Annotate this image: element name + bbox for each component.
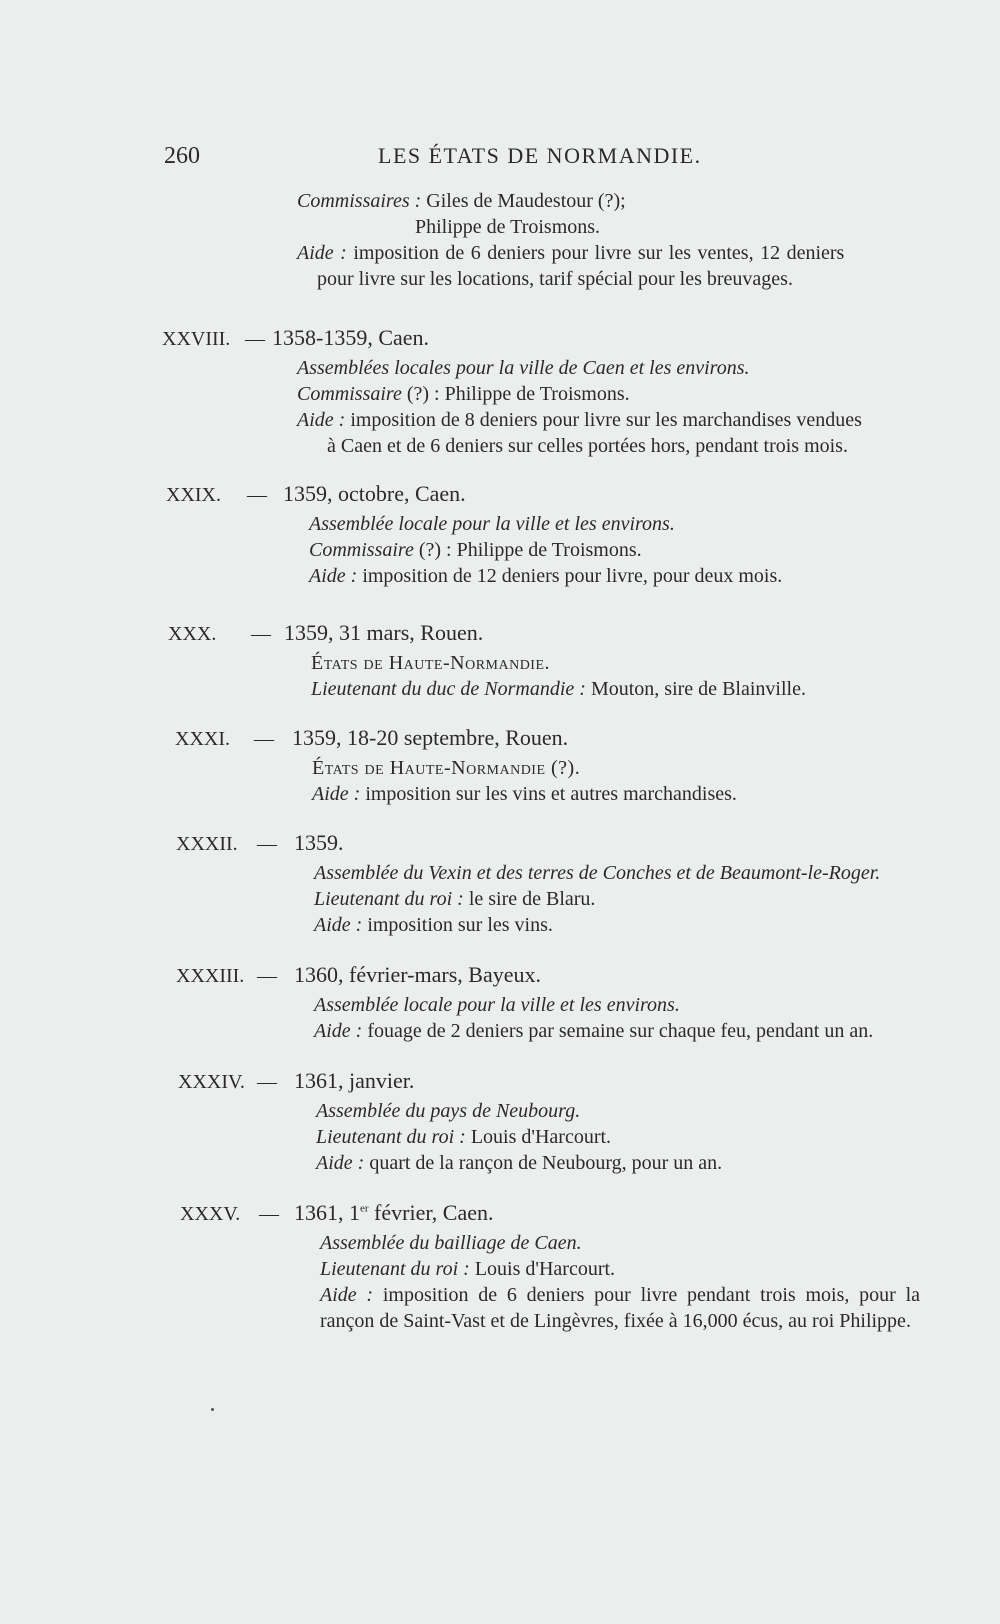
entry-number: XXXIII.: [176, 965, 245, 987]
entry-number: XXIX.: [166, 484, 221, 506]
aide-line: Aide : imposition de 12 deniers pour livre, pour deux mois.: [309, 565, 783, 587]
aide-continuation: pour livre sur les locations, tarif spécial pour les breuvages.: [317, 268, 793, 290]
entry-number: XXXIV.: [178, 1071, 245, 1093]
entry-number: XXXII.: [176, 833, 238, 855]
lieutenant-line: Lieutenant du duc de Normandie : Mouton, sire de Blainville.: [311, 678, 806, 700]
assembly-line: Assemblée du bailliage de Caen.: [320, 1232, 582, 1254]
entry-dash: —: [254, 728, 274, 750]
entry-dash: —: [251, 623, 271, 645]
commissaires-line: Commissaires : Giles de Maudestour (?);: [297, 190, 626, 212]
aide-line: Aide : quart de la rançon de Neubourg, pour un an.: [316, 1152, 723, 1174]
commissaire-line: Commissaire (?) : Philippe de Troismons.: [309, 539, 642, 561]
entry-number: XXXI.: [175, 728, 230, 750]
entry-dash: —: [257, 833, 277, 855]
entry-date: 1359, 18-20 septembre, Rouen.: [292, 725, 569, 750]
assembly-line: Assemblée locale pour la ville et les environs.: [314, 994, 680, 1016]
assembly-line: Assemblée du pays de Neubourg.: [316, 1100, 581, 1122]
entry-date: 1359, octobre, Caen.: [283, 481, 466, 506]
lieutenant-line: Lieutenant du roi : Louis d'Harcourt.: [316, 1126, 612, 1148]
entry-dash: —: [257, 1071, 277, 1093]
aide-line: Aide : imposition sur les vins.: [314, 914, 553, 936]
aide-line: Aide : imposition de 6 deniers pour livre sur les ventes, 12 deniers: [297, 242, 845, 264]
assembly-line: États de Haute-Normandie (?).: [312, 757, 581, 779]
commissaire-continuation: Philippe de Troismons.: [415, 216, 601, 238]
entry-date: 1358-1359, Caen.: [272, 325, 430, 350]
assembly-line: Assemblée locale pour la ville et les environs.: [309, 513, 675, 535]
entry-date: 1359.: [294, 830, 344, 855]
entry-dash: —: [259, 1203, 279, 1225]
aide-line: Aide : imposition de 8 deniers pour livre sur les marchandises vendues: [297, 409, 862, 431]
commissaire-line: Commissaire (?) : Philippe de Troismons.: [297, 383, 630, 405]
entry-number: XXVIII.: [162, 328, 231, 350]
assembly-line: États de Haute-Normandie.: [311, 652, 551, 674]
lieutenant-line: Lieutenant du roi : Louis d'Harcourt.: [320, 1258, 616, 1280]
entry-date: 1359, 31 mars, Rouen.: [284, 620, 484, 645]
entry-date: 1361, 1er février, Caen.: [294, 1200, 494, 1225]
aide-continuation: à Caen et de 6 deniers sur celles portées hors, pendant trois mois.: [327, 435, 848, 457]
assembly-line: Assemblées locales pour la ville de Caen et les environs.: [297, 357, 750, 379]
page-number: 260: [164, 143, 200, 169]
entry-dash: —: [245, 328, 265, 350]
entry-date: 1361, janvier.: [294, 1068, 415, 1093]
lieutenant-line: Lieutenant du roi : le sire de Blaru.: [314, 888, 596, 910]
entry-dash: —: [247, 484, 267, 506]
aide-line: Aide : imposition de 6 deniers pour livre pendant trois mois, pour la rançon de Saint-Vast et de Lingèvres, fixée à 16,000 écus, au roi Philippe.: [320, 1284, 921, 1332]
entry-date: 1360, février-mars, Bayeux.: [294, 962, 541, 987]
entry-number: XXX.: [168, 623, 217, 645]
entry-number: XXXV.: [180, 1203, 241, 1225]
entry-dash: —: [257, 965, 277, 987]
aide-line: Aide : fouage de 2 deniers par semaine sur chaque feu, pendant un an.: [314, 1020, 874, 1042]
assembly-line: Assemblée du Vexin et des terres de Conches et de Beaumont-le-Roger.: [314, 862, 881, 884]
running-head: LES ÉTATS DE NORMANDIE.: [378, 143, 702, 168]
ink-speck: [211, 1408, 214, 1411]
page-header: [0, 143, 1000, 183]
aide-line: Aide : imposition sur les vins et autres marchandises.: [312, 783, 737, 805]
